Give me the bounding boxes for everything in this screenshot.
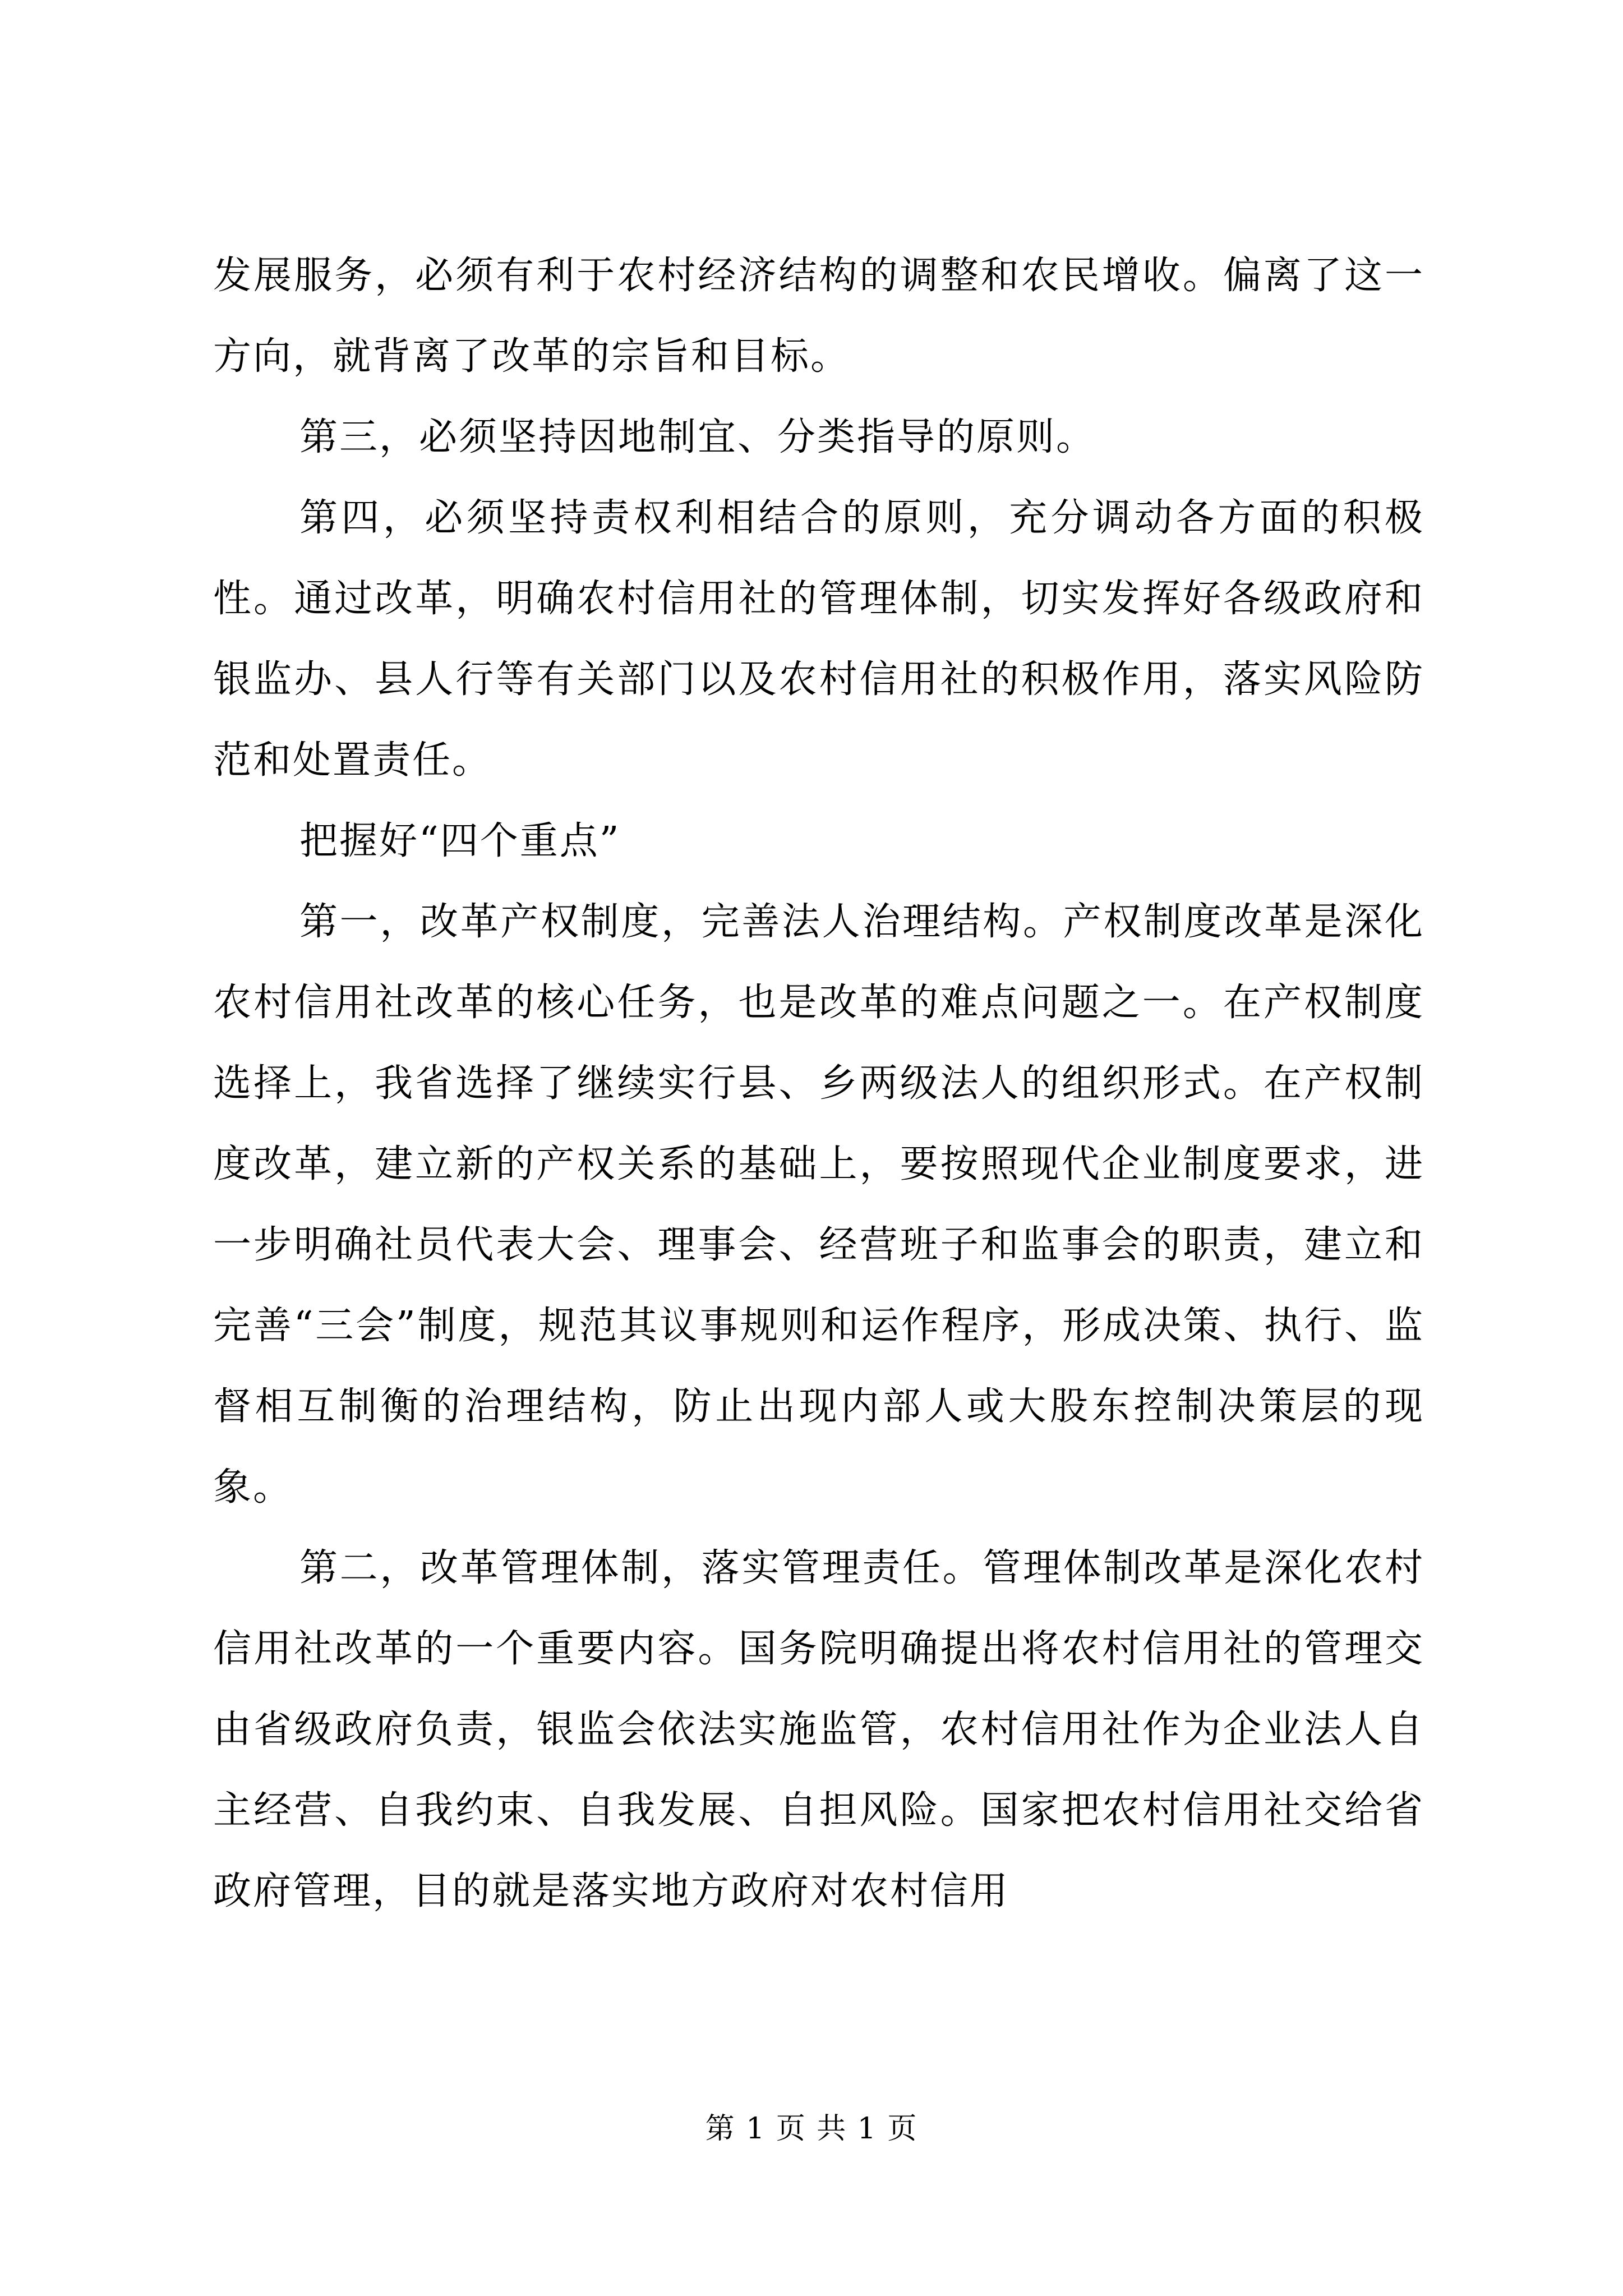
paragraph-principle-three: 第三，必须坚持因地制宜、分类指导的原则。: [299, 415, 1096, 459]
document-body: [213, 236, 1424, 1932]
paragraph-key-point-two: 第二，改革管理体制，落实管理责任。管理体制改革是深化农村信用社改革的一个重要内容。国务院明确提出将农村信用社的管理交由省级政府负责，银监会依法实施监管，农村信用社作为企业法人自主经营、自我约束、自我发展、自担风险。国家把农村信用社交给省政府管理，目的就是落实地方政府对农村信用: [213, 1546, 1424, 1913]
page-footer: 第 1 页 共 1 页: [705, 2112, 918, 2146]
paragraph-principle-four: 第四，必须坚持责权利相结合的原则，充分调动各方面的积极性。通过改革，明确农村信用社的管理体制，切实发挥好各级政府和银监办、县人行等有关部门以及农村信用社的积极作用，落实风险防范和处置责任。: [213, 496, 1424, 783]
paragraph-key-point-one: 第一，改革产权制度，完善法人治理结构。产权制度改革是深化农村信用社改革的核心任务，也是改革的难点问题之一。在产权制度选择上，我省选择了继续实行县、乡两级法人的组织形式。在产权制度改革，建立新的产权关系的基础上，要按照现代企业制度要求，进一步明确社员代表大会、理事会、经营班子和监事会的职责，建立和完善“三会”制度，规范其议事规则和运作程序，形成决策、执行、监督相互制衡的治理结构，防止出现内部人或大股东控制决策层的现象。: [213, 900, 1424, 1510]
paragraph-continuation: 发展服务，必须有利于农村经济结构的调整和农民增收。偏离了这一方向，就背离了改革的宗旨和目标。: [213, 254, 1424, 379]
section-heading-four-key-points: 把握好“四个重点”: [299, 819, 621, 863]
